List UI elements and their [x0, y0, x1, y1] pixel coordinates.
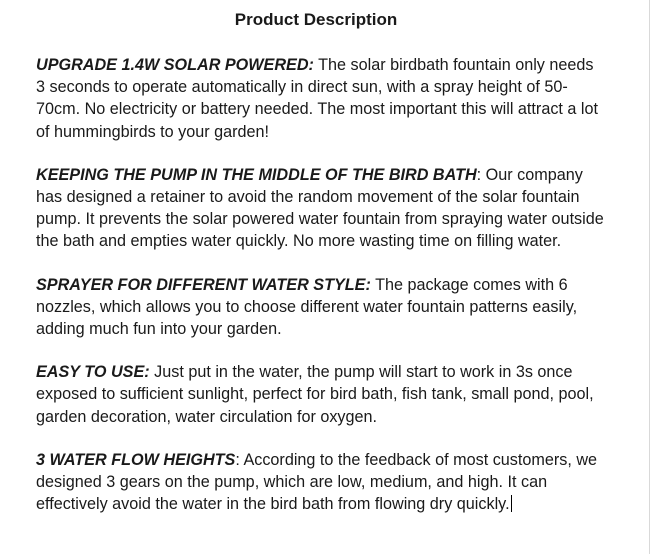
- section-body: Just put in the water, the pump will start to work in 3s once exposed to sufficient sunlight, perfect for bird bath, fish tank, small pond, pool, garden decoration, water circulation for oxygen.: [36, 363, 594, 426]
- document-title: Product Description: [234, 10, 398, 29]
- section-heading: UPGRADE 1.4W SOLAR POWERED:: [36, 56, 314, 74]
- section-heading: EASY TO USE:: [36, 363, 150, 382]
- section-body: The package comes with 6 nozzles, which allows you to choose different water fountain patterns easily, adding much fun into your garden.: [36, 275, 578, 339]
- section-body: : Our company has designed a retainer to avoid the random movement of the solar fountain pump. It prevents the solar powered water fountain from spraying water outside the bath and empties water quickly. No more wasting time on filling water.: [36, 165, 604, 251]
- section-sprayer-style: [36, 274, 606, 341]
- section-body: : According to the feedback of most customers, we designed 3 gears on the pump, which are low, medium, and high. It can effectively avoid the water in the bird bath from flowing dry quickly.: [36, 450, 598, 514]
- text-cursor: [511, 495, 512, 512]
- section-body: The solar birdbath fountain only needs 3 seconds to operate automatically in direct sun, with a spray height of 50-70cm. No electricity or battery needed. The most important this will attract a lot of hummingbirds to your garden!: [36, 56, 599, 141]
- section-upgrade-solar: [36, 54, 606, 143]
- section-easy-to-use: [36, 361, 606, 428]
- section-flow-heights: [36, 449, 606, 516]
- section-heading: KEEPING THE PUMP IN THE MIDDLE OF THE BIRD BATH: [36, 165, 477, 184]
- section-pump-middle: [36, 164, 606, 253]
- document-body[interactable]: [36, 54, 606, 536]
- section-heading: SPRAYER FOR DIFFERENT WATER STYLE:: [36, 275, 371, 294]
- section-heading: 3 WATER FLOW HEIGHTS: [36, 450, 236, 469]
